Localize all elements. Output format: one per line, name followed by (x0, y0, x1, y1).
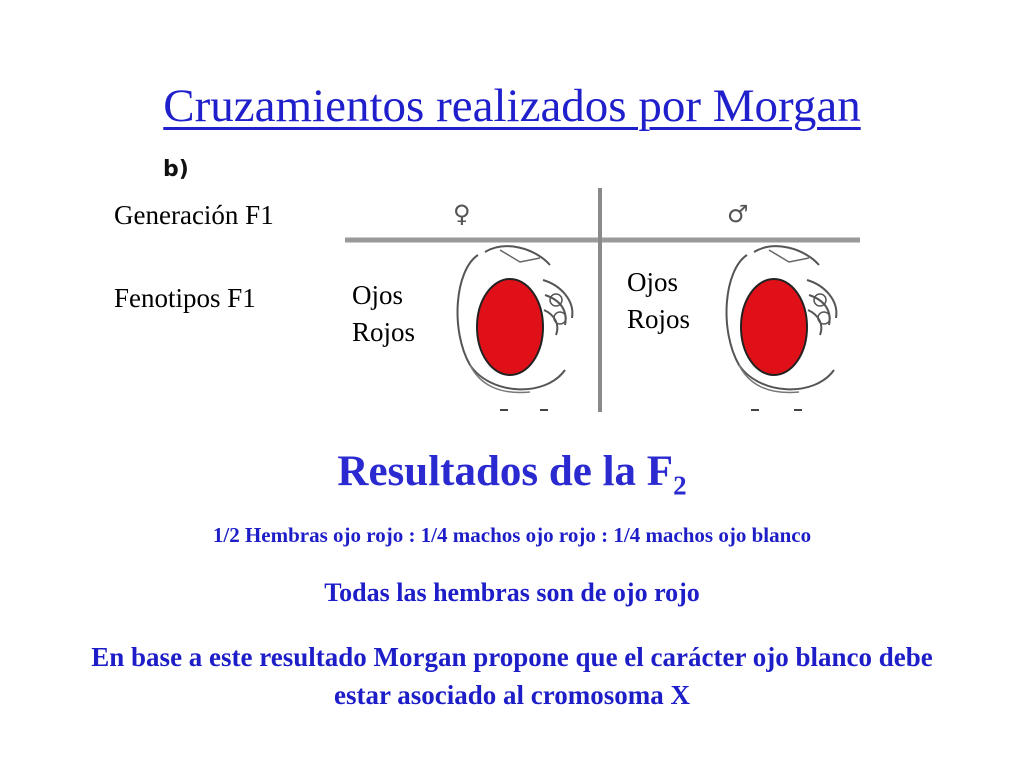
f2-proportions: 1/2 Hembras ojo rojo : 1/4 machos ojo rojo : 1/4 machos ojo blanco (212, 523, 812, 547)
male-phenotype (627, 264, 690, 338)
female-phenotype-line1: Ojos (352, 280, 404, 310)
females-statement: Todas las hembras son de ojo rojo (324, 578, 700, 607)
female-symbol: ♀ (453, 200, 471, 228)
results-title-text: Resultados de la F (337, 448, 674, 495)
male-symbol: ♂ (727, 200, 749, 228)
panel-label: b) (163, 157, 189, 182)
male-phenotype-line2: Rojos (627, 304, 691, 334)
female-fly-head-icon (458, 246, 573, 410)
female-phenotype (352, 277, 415, 351)
results-title (0, 446, 1024, 512)
female-phenotype-line2: Rojos (352, 317, 416, 347)
male-fly-head-icon (727, 246, 837, 410)
phenotype-label: Fenotipos F1 (114, 283, 256, 313)
conclusion: En base a este resultado Morgan propone que el carácter ojo blanco debe estar asociado al cromosoma X (91, 642, 933, 710)
male-phenotype-line1: Ojos (627, 267, 679, 297)
slide-title: Cruzamientos realizados por Morgan (163, 80, 861, 132)
generation-label: Generación F1 (114, 200, 274, 230)
results-title-subscript: 2 (673, 470, 687, 501)
